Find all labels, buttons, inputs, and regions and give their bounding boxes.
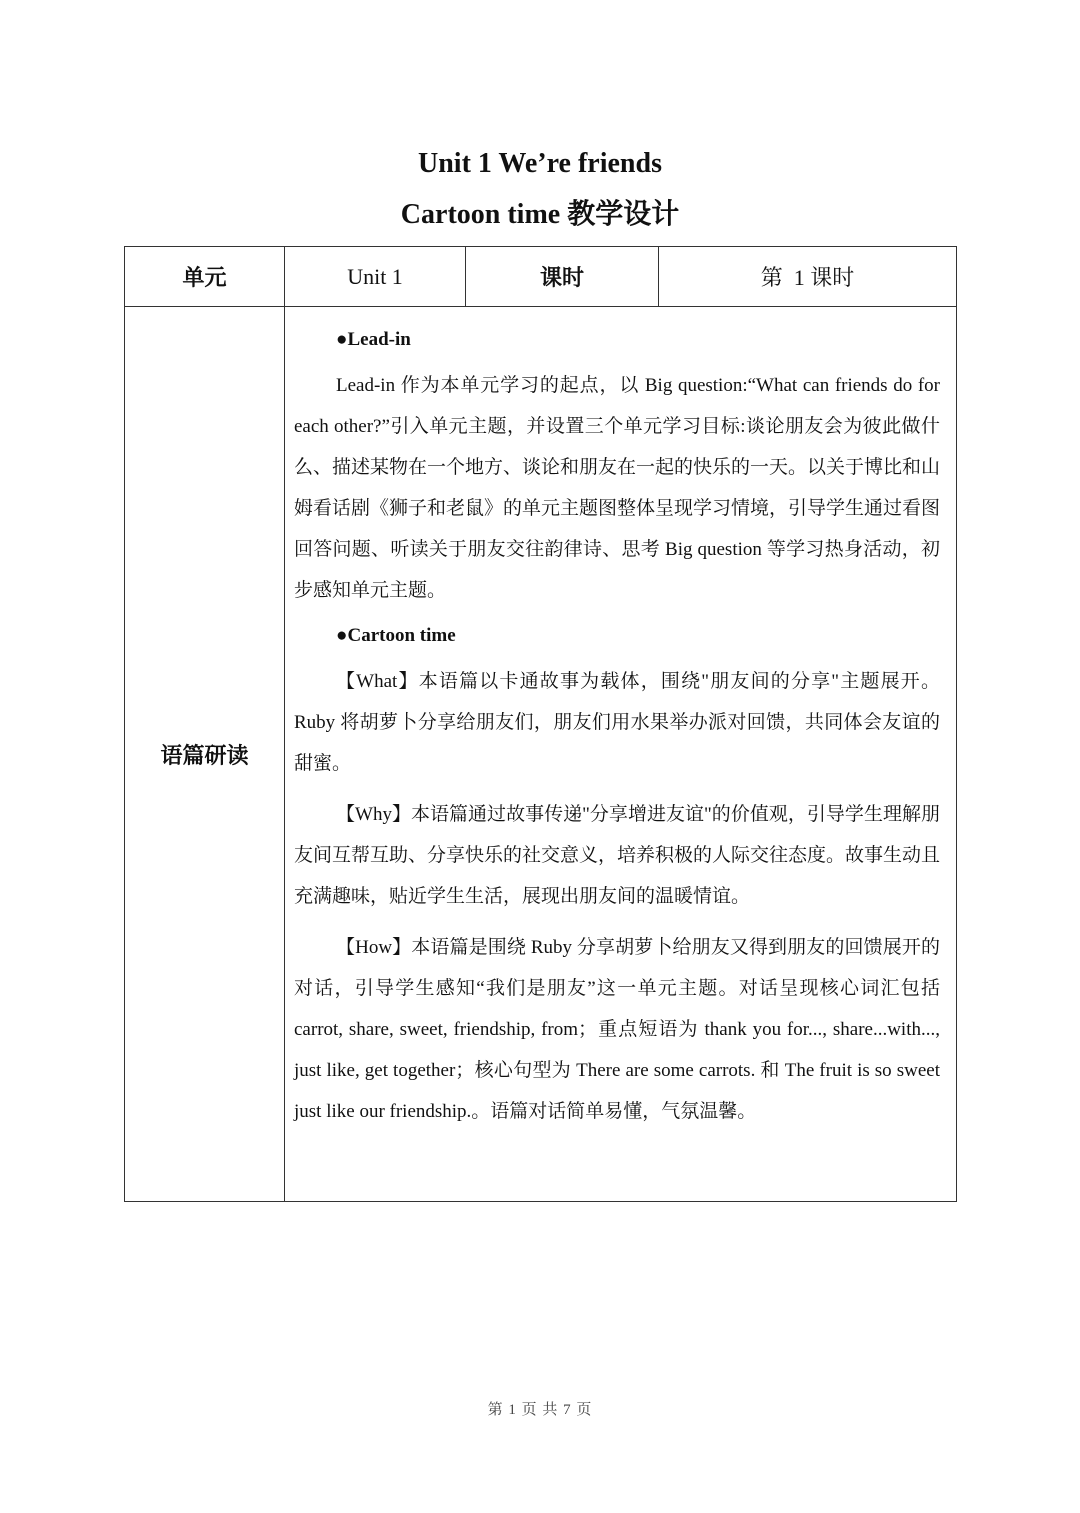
leadin-heading: ●Lead-in [336,329,411,350]
unit-value-cell: Unit 1 [285,247,466,307]
period-label-cell: 课时 [466,247,659,307]
leadin-paragraph: Lead-in 作为本单元学习的起点，以 Big question:“What can friends do for each other?”引入单元主题，并设置三个单元学习目标:谈论朋友会为彼此做什么、描述某物在一个地方、谈论和朋友在一起的快乐的一天。以关于博比和山姆看话剧《狮子和老鼠》的单元主题图整体呈现学习情境，引导学生通过看图回答问题、听读关于朋友交往韵律诗、思考 Big question 等学习热身活动，初步感知单元主题。 [294,375,941,601]
page-footer: 第 1 页 共 7 页 [487,1402,593,1418]
section-content-cell [285,307,957,1202]
table-content-row [125,307,957,1202]
title-line-2: Cartoon time 教学设计 [400,199,680,230]
why-paragraph: 【Why】本语篇通过故事传递"分享增进友谊"的价值观，引导学生理解朋友间互帮互助、分享快乐的社交意义，培养积极的人际交往态度。故事生动且充满趣味，贴近学生生活，展现出朋友间的温暖情谊。 [294,804,941,907]
table-header-row [125,247,957,307]
title-line-1: Unit 1 We’re friends [418,148,662,179]
document-title [0,138,1080,240]
lesson-plan-table [124,246,957,1202]
how-paragraph: 【How】本语篇是围绕 Ruby 分享胡萝卜给朋友又得到朋友的回馈展开的对话，引导学生感知“我们是朋友”这一单元主题。对话呈现核心词汇包括 carrot, share, sweet, friendship, from；重点短语为 thank you for..., share...with..., just like, get together；核心句型为 There are some carrots. 和 The fruit is so sweet just like our friendship.。语篇对话简单易懂，气氛温馨。 [294,937,940,1122]
cartoon-time-heading: ●Cartoon time [336,625,456,646]
unit-label-cell: 单元 [125,247,285,307]
section-label-cell: 语篇研读 [125,307,285,1202]
what-paragraph: 【What】本语篇以卡通故事为载体，围绕"朋友间的分享"主题展开。Ruby 将胡萝卜分享给朋友们，朋友们用水果举办派对回馈，共同体会友谊的甜蜜。 [294,671,940,774]
period-value-cell: 第 1 课时 [659,247,957,307]
